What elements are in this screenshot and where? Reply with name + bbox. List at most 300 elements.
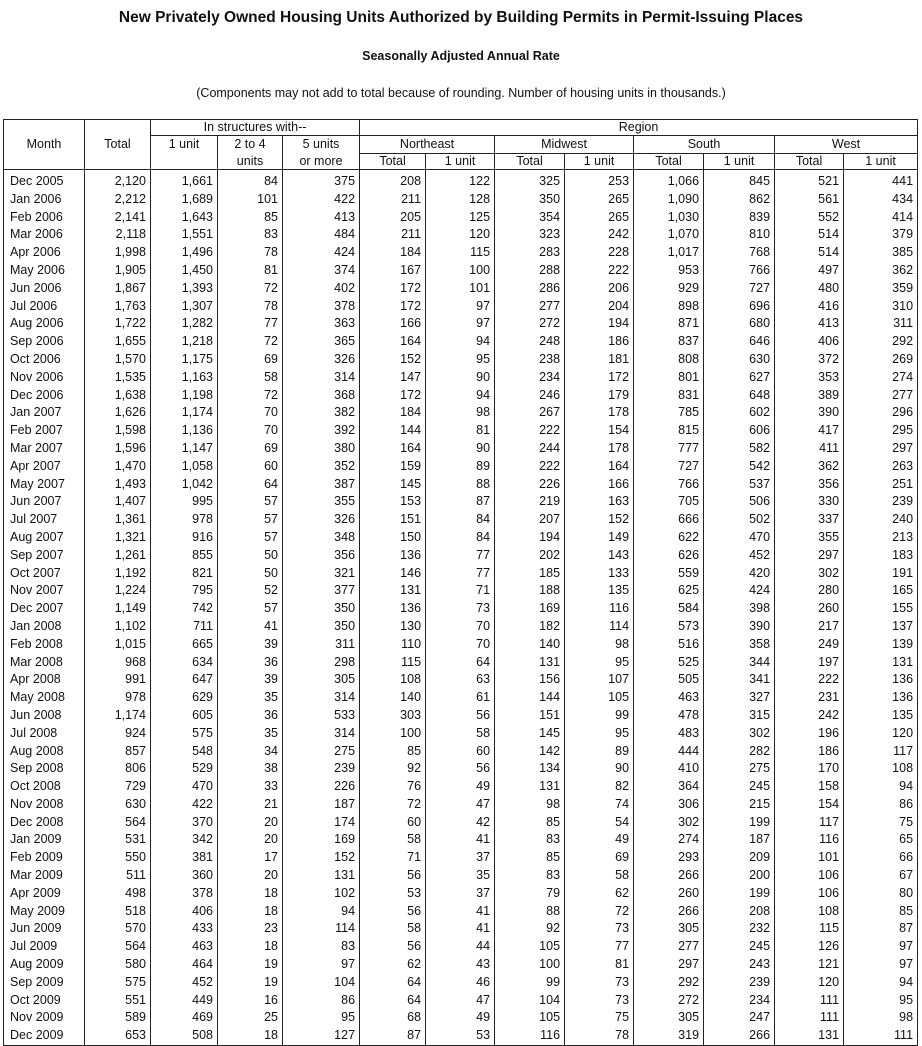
cell-ne-total: 56 xyxy=(360,903,426,921)
cell-month: Aug 2009 xyxy=(4,956,85,974)
cell-ne-total: 100 xyxy=(360,725,426,743)
cell-mw-one-unit: 181 xyxy=(565,351,634,369)
cell-month: Jun 2006 xyxy=(4,280,85,298)
table-row xyxy=(4,333,918,351)
cell-ne-total: 147 xyxy=(360,369,426,387)
cell-w-total: 115 xyxy=(775,920,844,938)
table-row xyxy=(4,404,918,422)
cell-mw-one-unit: 228 xyxy=(565,244,634,262)
cell-month: Jan 2006 xyxy=(4,191,85,209)
cell-w-one-unit: 297 xyxy=(844,440,918,458)
cell-s-total: 573 xyxy=(634,618,704,636)
cell-ne-total: 184 xyxy=(360,404,426,422)
cell-mw-total: 323 xyxy=(495,226,565,244)
cell-month: Apr 2007 xyxy=(4,458,85,476)
table-row xyxy=(4,244,918,262)
table-row xyxy=(4,760,918,778)
table-row xyxy=(4,849,918,867)
cell-mw-one-unit: 186 xyxy=(565,333,634,351)
cell-one-unit: 378 xyxy=(151,885,218,903)
cell-s-one-unit: 810 xyxy=(704,226,775,244)
table-row xyxy=(4,992,918,1010)
cell-month: Dec 2008 xyxy=(4,814,85,832)
cell-one-unit: 464 xyxy=(151,956,218,974)
cell-w-total: 170 xyxy=(775,760,844,778)
table-row xyxy=(4,689,918,707)
cell-ne-total: 58 xyxy=(360,831,426,849)
cell-one-unit: 1,042 xyxy=(151,476,218,494)
cell-five-plus: 187 xyxy=(283,796,360,814)
cell-mw-one-unit: 107 xyxy=(565,671,634,689)
cell-month: Jun 2009 xyxy=(4,920,85,938)
cell-total: 1,867 xyxy=(85,280,151,298)
cell-mw-total: 79 xyxy=(495,885,565,903)
cell-two-to-four: 36 xyxy=(218,707,283,725)
cell-five-plus: 114 xyxy=(283,920,360,938)
cell-month: Jul 2009 xyxy=(4,938,85,956)
cell-month: Nov 2009 xyxy=(4,1009,85,1027)
cell-s-total: 584 xyxy=(634,600,704,618)
header-two-to-four-units: units xyxy=(218,154,283,170)
cell-w-total: 249 xyxy=(775,636,844,654)
table-row xyxy=(4,600,918,618)
cell-w-total: 111 xyxy=(775,992,844,1010)
cell-mw-one-unit: 90 xyxy=(565,760,634,778)
cell-w-total: 280 xyxy=(775,582,844,600)
cell-w-one-unit: 240 xyxy=(844,511,918,529)
cell-two-to-four: 50 xyxy=(218,547,283,565)
cell-two-to-four: 70 xyxy=(218,404,283,422)
table-row xyxy=(4,298,918,316)
cell-ne-one-unit: 37 xyxy=(426,849,495,867)
cell-month: Apr 2006 xyxy=(4,244,85,262)
cell-total: 2,118 xyxy=(85,226,151,244)
cell-total: 653 xyxy=(85,1027,151,1045)
cell-w-total: 197 xyxy=(775,654,844,672)
cell-mw-total: 99 xyxy=(495,974,565,992)
cell-mw-one-unit: 152 xyxy=(565,511,634,529)
cell-total: 1,407 xyxy=(85,493,151,511)
cell-mw-total: 182 xyxy=(495,618,565,636)
cell-s-one-unit: 542 xyxy=(704,458,775,476)
report-subtitle: Seasonally Adjusted Annual Rate xyxy=(362,49,560,63)
cell-ne-one-unit: 53 xyxy=(426,1027,495,1045)
cell-month: Feb 2008 xyxy=(4,636,85,654)
cell-s-one-unit: 648 xyxy=(704,387,775,405)
cell-one-unit: 1,551 xyxy=(151,226,218,244)
cell-two-to-four: 77 xyxy=(218,315,283,333)
cell-five-plus: 424 xyxy=(283,244,360,262)
cell-mw-one-unit: 194 xyxy=(565,315,634,333)
cell-five-plus: 356 xyxy=(283,547,360,565)
cell-ne-one-unit: 70 xyxy=(426,636,495,654)
cell-ne-one-unit: 128 xyxy=(426,191,495,209)
cell-s-one-unit: 602 xyxy=(704,404,775,422)
cell-month: Nov 2008 xyxy=(4,796,85,814)
cell-total: 857 xyxy=(85,743,151,761)
cell-month: Oct 2007 xyxy=(4,565,85,583)
cell-mw-one-unit: 135 xyxy=(565,582,634,600)
table-row xyxy=(4,226,918,244)
cell-mw-total: 325 xyxy=(495,170,565,191)
cell-total: 2,141 xyxy=(85,209,151,227)
cell-s-total: 785 xyxy=(634,404,704,422)
table-body xyxy=(4,170,918,1046)
cell-w-total: 108 xyxy=(775,903,844,921)
cell-mw-one-unit: 69 xyxy=(565,849,634,867)
cell-month: Mar 2009 xyxy=(4,867,85,885)
cell-ne-one-unit: 90 xyxy=(426,440,495,458)
cell-w-one-unit: 67 xyxy=(844,867,918,885)
cell-one-unit: 529 xyxy=(151,760,218,778)
cell-mw-total: 277 xyxy=(495,298,565,316)
cell-w-one-unit: 414 xyxy=(844,209,918,227)
cell-ne-one-unit: 44 xyxy=(426,938,495,956)
cell-w-one-unit: 311 xyxy=(844,315,918,333)
cell-mw-one-unit: 114 xyxy=(565,618,634,636)
table-row xyxy=(4,1009,918,1027)
cell-mw-one-unit: 204 xyxy=(565,298,634,316)
cell-s-one-unit: 358 xyxy=(704,636,775,654)
cell-mw-total: 244 xyxy=(495,440,565,458)
cell-mw-total: 83 xyxy=(495,831,565,849)
cell-two-to-four: 23 xyxy=(218,920,283,938)
cell-one-unit: 1,218 xyxy=(151,333,218,351)
cell-one-unit: 360 xyxy=(151,867,218,885)
cell-one-unit: 433 xyxy=(151,920,218,938)
cell-ne-one-unit: 47 xyxy=(426,992,495,1010)
cell-mw-one-unit: 62 xyxy=(565,885,634,903)
cell-one-unit: 1,689 xyxy=(151,191,218,209)
cell-w-total: 353 xyxy=(775,369,844,387)
header-northeast: Northeast xyxy=(360,136,495,154)
cell-month: Apr 2008 xyxy=(4,671,85,689)
cell-ne-one-unit: 115 xyxy=(426,244,495,262)
cell-mw-total: 105 xyxy=(495,1009,565,1027)
cell-s-total: 319 xyxy=(634,1027,704,1045)
cell-five-plus: 363 xyxy=(283,315,360,333)
cell-w-one-unit: 135 xyxy=(844,707,918,725)
cell-month: Dec 2005 xyxy=(4,170,85,191)
cell-two-to-four: 69 xyxy=(218,351,283,369)
cell-two-to-four: 57 xyxy=(218,511,283,529)
cell-five-plus: 387 xyxy=(283,476,360,494)
cell-ne-total: 136 xyxy=(360,600,426,618)
cell-two-to-four: 36 xyxy=(218,654,283,672)
cell-one-unit: 1,147 xyxy=(151,440,218,458)
cell-mw-total: 88 xyxy=(495,903,565,921)
cell-two-to-four: 39 xyxy=(218,636,283,654)
table-row xyxy=(4,671,918,689)
cell-two-to-four: 85 xyxy=(218,209,283,227)
cell-w-one-unit: 385 xyxy=(844,244,918,262)
cell-mw-total: 140 xyxy=(495,636,565,654)
cell-two-to-four: 20 xyxy=(218,831,283,849)
cell-one-unit: 742 xyxy=(151,600,218,618)
cell-w-one-unit: 310 xyxy=(844,298,918,316)
cell-ne-one-unit: 47 xyxy=(426,796,495,814)
cell-ne-total: 130 xyxy=(360,618,426,636)
table-row xyxy=(4,476,918,494)
cell-five-plus: 378 xyxy=(283,298,360,316)
cell-one-unit: 795 xyxy=(151,582,218,600)
cell-two-to-four: 19 xyxy=(218,974,283,992)
table-row xyxy=(4,582,918,600)
cell-s-total: 305 xyxy=(634,920,704,938)
cell-w-total: 302 xyxy=(775,565,844,583)
cell-two-to-four: 84 xyxy=(218,170,283,191)
cell-w-total: 116 xyxy=(775,831,844,849)
cell-w-one-unit: 165 xyxy=(844,582,918,600)
cell-total: 1,626 xyxy=(85,404,151,422)
cell-s-one-unit: 646 xyxy=(704,333,775,351)
cell-ne-one-unit: 63 xyxy=(426,671,495,689)
cell-s-one-unit: 839 xyxy=(704,209,775,227)
report-title: New Privately Owned Housing Units Authorized by Building Permits in Permit-Issuing Places xyxy=(118,9,804,26)
cell-mw-one-unit: 73 xyxy=(565,920,634,938)
table-row xyxy=(4,565,918,583)
cell-one-unit: 1,496 xyxy=(151,244,218,262)
cell-ne-total: 58 xyxy=(360,920,426,938)
cell-s-total: 815 xyxy=(634,422,704,440)
cell-two-to-four: 58 xyxy=(218,369,283,387)
cell-s-total: 410 xyxy=(634,760,704,778)
cell-w-one-unit: 263 xyxy=(844,458,918,476)
cell-one-unit: 995 xyxy=(151,493,218,511)
cell-mw-total: 145 xyxy=(495,725,565,743)
cell-w-one-unit: 155 xyxy=(844,600,918,618)
cell-ne-one-unit: 88 xyxy=(426,476,495,494)
cell-w-total: 260 xyxy=(775,600,844,618)
table-row xyxy=(4,814,918,832)
table-row xyxy=(4,974,918,992)
cell-mw-one-unit: 75 xyxy=(565,1009,634,1027)
cell-s-total: 302 xyxy=(634,814,704,832)
cell-five-plus: 326 xyxy=(283,351,360,369)
table-row xyxy=(4,351,918,369)
cell-one-unit: 711 xyxy=(151,618,218,636)
cell-s-total: 777 xyxy=(634,440,704,458)
cell-w-total: 389 xyxy=(775,387,844,405)
cell-ne-one-unit: 41 xyxy=(426,903,495,921)
cell-mw-total: 116 xyxy=(495,1027,565,1045)
cell-s-one-unit: 582 xyxy=(704,440,775,458)
header-one-unit: 1 unit xyxy=(151,136,218,154)
cell-one-unit: 647 xyxy=(151,671,218,689)
cell-five-plus: 104 xyxy=(283,974,360,992)
cell-two-to-four: 72 xyxy=(218,387,283,405)
cell-mw-total: 144 xyxy=(495,689,565,707)
cell-month: Nov 2006 xyxy=(4,369,85,387)
cell-w-one-unit: 97 xyxy=(844,956,918,974)
cell-w-total: 126 xyxy=(775,938,844,956)
cell-five-plus: 94 xyxy=(283,903,360,921)
cell-month: Sep 2008 xyxy=(4,760,85,778)
cell-two-to-four: 52 xyxy=(218,582,283,600)
cell-mw-one-unit: 206 xyxy=(565,280,634,298)
cell-mw-total: 222 xyxy=(495,422,565,440)
cell-ne-total: 150 xyxy=(360,529,426,547)
cell-s-total: 266 xyxy=(634,867,704,885)
cell-mw-one-unit: 178 xyxy=(565,404,634,422)
cell-five-plus: 402 xyxy=(283,280,360,298)
cell-s-one-unit: 727 xyxy=(704,280,775,298)
cell-total: 806 xyxy=(85,760,151,778)
table-row xyxy=(4,440,918,458)
cell-w-one-unit: 296 xyxy=(844,404,918,422)
cell-ne-total: 303 xyxy=(360,707,426,725)
cell-two-to-four: 57 xyxy=(218,529,283,547)
cell-two-to-four: 57 xyxy=(218,600,283,618)
cell-ne-total: 56 xyxy=(360,938,426,956)
cell-w-total: 390 xyxy=(775,404,844,422)
cell-w-total: 417 xyxy=(775,422,844,440)
cell-month: Sep 2007 xyxy=(4,547,85,565)
cell-mw-one-unit: 95 xyxy=(565,654,634,672)
cell-ne-one-unit: 43 xyxy=(426,956,495,974)
cell-mw-total: 92 xyxy=(495,920,565,938)
cell-total: 1,763 xyxy=(85,298,151,316)
cell-two-to-four: 39 xyxy=(218,671,283,689)
cell-mw-total: 98 xyxy=(495,796,565,814)
cell-month: Aug 2008 xyxy=(4,743,85,761)
cell-ne-total: 211 xyxy=(360,226,426,244)
header-total: Total xyxy=(85,136,151,154)
cell-mw-one-unit: 166 xyxy=(565,476,634,494)
cell-mw-one-unit: 74 xyxy=(565,796,634,814)
cell-w-total: 120 xyxy=(775,974,844,992)
cell-w-total: 231 xyxy=(775,689,844,707)
cell-one-unit: 548 xyxy=(151,743,218,761)
cell-total: 1,224 xyxy=(85,582,151,600)
cell-s-one-unit: 239 xyxy=(704,974,775,992)
cell-s-total: 266 xyxy=(634,903,704,921)
cell-ne-total: 110 xyxy=(360,636,426,654)
cell-ne-one-unit: 61 xyxy=(426,689,495,707)
cell-total: 564 xyxy=(85,938,151,956)
cell-five-plus: 484 xyxy=(283,226,360,244)
cell-w-one-unit: 269 xyxy=(844,351,918,369)
cell-w-total: 552 xyxy=(775,209,844,227)
cell-two-to-four: 41 xyxy=(218,618,283,636)
cell-five-plus: 348 xyxy=(283,529,360,547)
cell-s-one-unit: 266 xyxy=(704,1027,775,1045)
header-south: South xyxy=(634,136,775,154)
cell-ne-one-unit: 120 xyxy=(426,226,495,244)
cell-s-total: 727 xyxy=(634,458,704,476)
cell-one-unit: 1,136 xyxy=(151,422,218,440)
cell-ne-total: 62 xyxy=(360,956,426,974)
cell-s-one-unit: 234 xyxy=(704,992,775,1010)
cell-ne-total: 152 xyxy=(360,351,426,369)
cell-mw-total: 246 xyxy=(495,387,565,405)
cell-w-one-unit: 137 xyxy=(844,618,918,636)
cell-s-total: 626 xyxy=(634,547,704,565)
cell-w-one-unit: 292 xyxy=(844,333,918,351)
cell-five-plus: 97 xyxy=(283,956,360,974)
cell-two-to-four: 78 xyxy=(218,244,283,262)
cell-w-total: 521 xyxy=(775,170,844,191)
header-s-total: Total xyxy=(634,154,704,170)
cell-mw-one-unit: 116 xyxy=(565,600,634,618)
cell-mw-total: 185 xyxy=(495,565,565,583)
cell-s-one-unit: 845 xyxy=(704,170,775,191)
cell-ne-total: 145 xyxy=(360,476,426,494)
cell-two-to-four: 35 xyxy=(218,725,283,743)
header-region: Region xyxy=(360,120,918,136)
cell-mw-one-unit: 89 xyxy=(565,743,634,761)
table-row xyxy=(4,743,918,761)
table-row xyxy=(4,209,918,227)
cell-month: May 2007 xyxy=(4,476,85,494)
cell-five-plus: 86 xyxy=(283,992,360,1010)
table-row xyxy=(4,920,918,938)
cell-total: 1,470 xyxy=(85,458,151,476)
header-ne-one-unit: 1 unit xyxy=(426,154,495,170)
table-row xyxy=(4,262,918,280)
cell-five-plus: 311 xyxy=(283,636,360,654)
cell-total: 511 xyxy=(85,867,151,885)
cell-s-one-unit: 245 xyxy=(704,938,775,956)
cell-w-one-unit: 117 xyxy=(844,743,918,761)
table-row xyxy=(4,903,918,921)
cell-mw-total: 267 xyxy=(495,404,565,422)
cell-s-total: 1,066 xyxy=(634,170,704,191)
cell-ne-one-unit: 97 xyxy=(426,315,495,333)
cell-s-total: 898 xyxy=(634,298,704,316)
cell-two-to-four: 18 xyxy=(218,885,283,903)
cell-total: 1,493 xyxy=(85,476,151,494)
cell-w-one-unit: 87 xyxy=(844,920,918,938)
cell-mw-one-unit: 133 xyxy=(565,565,634,583)
cell-month: Jan 2007 xyxy=(4,404,85,422)
cell-ne-one-unit: 46 xyxy=(426,974,495,992)
cell-mw-one-unit: 149 xyxy=(565,529,634,547)
header-ne-total: Total xyxy=(360,154,426,170)
table-row xyxy=(4,831,918,849)
cell-mw-one-unit: 265 xyxy=(565,191,634,209)
cell-ne-one-unit: 77 xyxy=(426,565,495,583)
cell-ne-total: 159 xyxy=(360,458,426,476)
cell-five-plus: 152 xyxy=(283,849,360,867)
cell-ne-one-unit: 64 xyxy=(426,654,495,672)
cell-s-one-unit: 243 xyxy=(704,956,775,974)
cell-w-one-unit: 136 xyxy=(844,689,918,707)
cell-ne-one-unit: 84 xyxy=(426,511,495,529)
cell-s-total: 801 xyxy=(634,369,704,387)
cell-mw-total: 248 xyxy=(495,333,565,351)
cell-ne-one-unit: 42 xyxy=(426,814,495,832)
cell-ne-total: 115 xyxy=(360,654,426,672)
cell-total: 1,149 xyxy=(85,600,151,618)
cell-one-unit: 605 xyxy=(151,707,218,725)
header-s-one-unit: 1 unit xyxy=(704,154,775,170)
cell-two-to-four: 34 xyxy=(218,743,283,761)
cell-one-unit: 629 xyxy=(151,689,218,707)
cell-one-unit: 978 xyxy=(151,511,218,529)
cell-total: 531 xyxy=(85,831,151,849)
cell-five-plus: 326 xyxy=(283,511,360,529)
cell-one-unit: 406 xyxy=(151,903,218,921)
header-month: Month xyxy=(4,136,85,154)
cell-ne-total: 144 xyxy=(360,422,426,440)
cell-one-unit: 1,163 xyxy=(151,369,218,387)
cell-s-one-unit: 199 xyxy=(704,814,775,832)
cell-five-plus: 422 xyxy=(283,191,360,209)
cell-s-total: 463 xyxy=(634,689,704,707)
cell-total: 1,102 xyxy=(85,618,151,636)
cell-mw-one-unit: 73 xyxy=(565,992,634,1010)
